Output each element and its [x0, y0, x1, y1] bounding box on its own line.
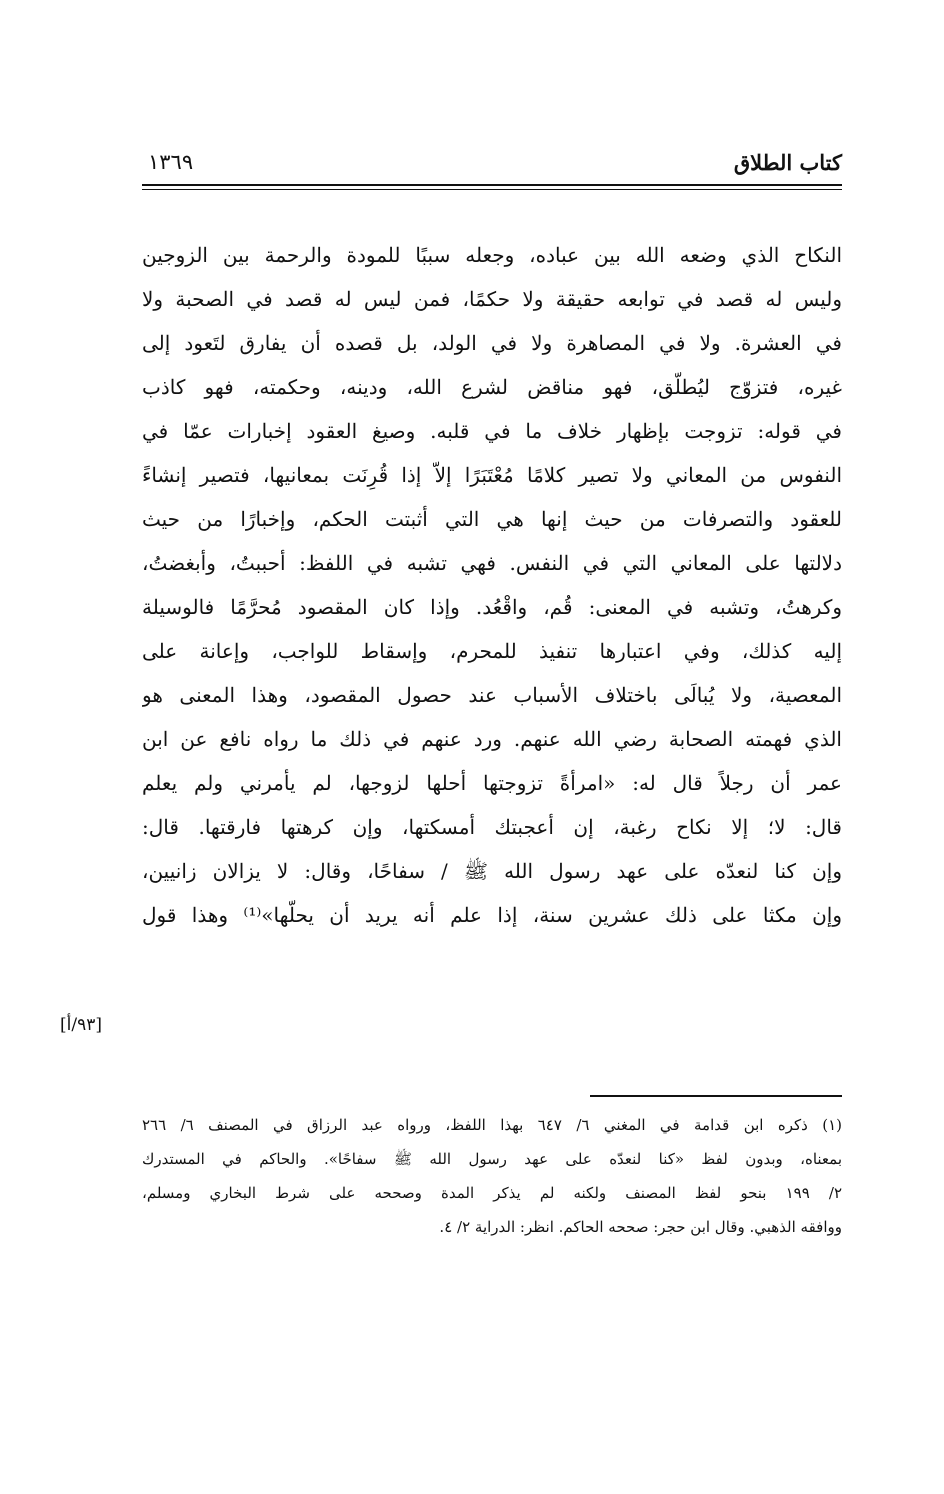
text-line: للعقود والتصرفات من حيث إنها هي التي أثبتت الحكم، وإخبارًا من حيث [142, 507, 842, 531]
main-text [142, 233, 842, 937]
text-line: وليس له قصد في توابعه حقيقة ولا حكمًا، فمن ليس له قصد في الصحبة ولا [142, 287, 842, 311]
text-line: دلالتها على المعاني التي في النفس. فهي تشبه في اللفظ: أحببتُ، وأبغضتُ، [142, 551, 842, 575]
text-line: عمر أن رجلاً قال له: «امرأةً تزوجتها أحلها لزوجها، لم يأمرني ولم يعلم [142, 771, 842, 795]
text-line: وإن مكثا على ذلك عشرين سنة، إذا علم أنه يريد أن يحلّها»⁽¹⁾ وهذا قول [142, 903, 842, 927]
manuscript-folio-reference: [٩٣/أ] [60, 1015, 102, 1035]
running-title: كتاب الطلاق [733, 150, 842, 175]
text-line: في العشرة. ولا في المصاهرة ولا في الولد، بل قصده أن يفارق لتَعود إلى [142, 331, 842, 355]
text-line: إليه كذلك، وفي اعتبارها تنفيذ للمحرم، وإسقاط للواجب، وإعانة على [142, 639, 842, 663]
footnote-line: ووافقه الذهبي. وقال ابن حجر: صححه الحاكم. انظر: الدراية ٢/ ٤. [439, 1218, 842, 1236]
text-line: غيره، فتزوّج ليُطلّق، فهو مناقض لشرع الله، ودينه، وحكمته، فهو كاذب [142, 375, 842, 399]
text-line: الذي فهمته الصحابة رضي الله عنهم. ورد عنهم في ذلك ما رواه نافع عن ابن [142, 727, 842, 751]
text-line: المعصية، ولا يُبالَى باختلاف الأسباب عند حصول المقصود، وهذا المعنى هو [142, 683, 842, 707]
page-header [142, 150, 842, 186]
footnotes [142, 1108, 842, 1244]
page-number: ١٣٦٩ [148, 150, 194, 174]
text-line: وكرهتُ، وتشبه في المعنى: قُم، واقْعُد. وإذا كان المقصود مُحرَّمًا فالوسيلة [142, 595, 842, 619]
footnote-line: ٢/ ١٩٩ بنحو لفظ المصنف ولكنه لم يذكر المدة وصححه على شرط البخاري ومسلم، [142, 1184, 842, 1202]
footnote-separator [590, 1095, 842, 1097]
header-rule-thick [142, 184, 842, 186]
text-line: قال: لا؛ إلا نكاح رغبة، إن أعجبتك أمسكتها، وإن كرهتها فارقتها. قال: [142, 815, 842, 839]
header-rule-thin [142, 189, 842, 190]
text-line: في قوله: تزوجت بإظهار خلاف ما في قلبه. وصيغ العقود إخبارات عمّا في [142, 419, 842, 443]
text-line: وإن كنا لنعدّه على عهد رسول الله ﷺ / سفاحًا، وقال: لا يزالان زانيين، [142, 859, 842, 883]
text-line: النكاح الذي وضعه الله بين عباده، وجعله سببًا للمودة والرحمة بين الزوجين [142, 243, 842, 267]
footnote-line: (١) ذكره ابن قدامة في المغني ٦/ ٦٤٧ بهذا اللفظ، ورواه عبد الرزاق في المصنف ٦/ ٢٦٦ [142, 1116, 842, 1134]
footnote-line: بمعناه، وبدون لفظ «كنا لنعدّه على عهد رسول الله ﷺ سفاحًا». والحاكم في المستدرك [142, 1150, 842, 1168]
text-line: النفوس من المعاني ولا تصير كلامًا مُعْتَبَرًا إلاّ إذا قُرِنَت بمعانيها، فتصير إنشاءً [142, 463, 842, 487]
